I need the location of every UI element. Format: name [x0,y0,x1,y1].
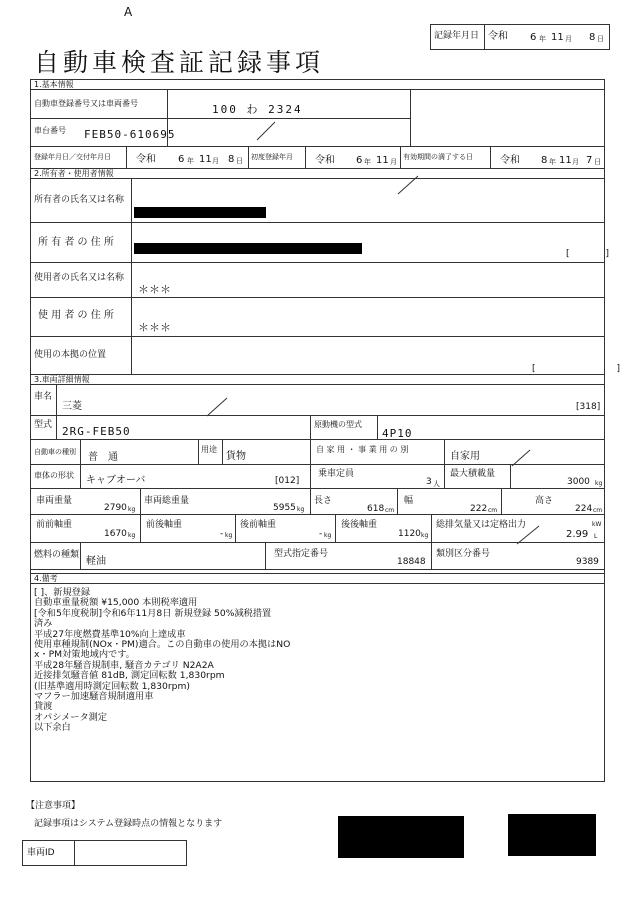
expiry-label: 有効期間の満了する日 [403,153,473,161]
section-basic-label: 1.基本情報 [34,80,74,89]
displacement-value: 2.99 [566,529,589,540]
max-load-value: 3000 [567,477,590,487]
owner-address-redacted [134,243,362,254]
gross-weight-value: 5955 [273,503,296,513]
first-reg-month: 11 [376,155,389,166]
form-mark: A [124,5,133,19]
body-label: 車体の形状 [34,471,74,480]
expiry-year: 8 [541,155,548,166]
kind-label: 自動車の種別 [34,448,76,456]
model-value: 2RG-FEB50 [62,425,131,438]
base-location-label: 使用の本拠の位置 [34,350,107,360]
rear-rear-axle-label: 後後軸重 [341,520,378,530]
rear-front-axle-value: - [319,529,323,539]
owner-address-bracket: [ ] [566,249,610,259]
owner-name-label: 所有者の氏名又は名称 [34,195,125,205]
reg-date-month: 11 [199,154,212,165]
page-title: 自動車検査証記録事項 [34,48,325,77]
expiry-day: 7 [586,155,593,166]
engine-value: 4P10 [382,427,413,440]
remarks-line: x・PM対策地域内です。 [34,649,135,661]
remarks-line: 使用車種規制(NOx・PM)適合。この自動車の使用の本拠はNO [34,639,291,651]
capacity-value: 3 [426,477,432,487]
first-reg-year: 6 [356,155,363,166]
remarks-line: オパシメータ測定 [34,711,108,723]
type-cert-label: 型式指定番号 [274,549,329,559]
front-front-axle-value: 1670 [104,529,127,539]
record-date-year: 6 [530,32,537,43]
remarks-line: 以下余白 [34,722,71,734]
record-date-label: 記録年月日 [434,31,480,41]
redacted-block-barcode [338,816,464,858]
redacted-block-code [508,814,596,856]
notice-text: 記録事項はシステム登録時点の情報となります [34,819,223,829]
length-label: 長さ [314,496,333,506]
remarks-line: 済み [34,618,53,630]
base-location-bracket: [ ] [532,364,621,374]
check-mark [510,448,532,468]
weight-value: 2790 [104,503,127,513]
rear-rear-axle-value: 1120 [398,529,421,539]
length-value: 618 [367,504,385,514]
remarks-line: (旧基準適用時測定回転数 1,830rpm) [34,680,191,692]
remarks-line: マフラー加速騒音規制適用車 [34,691,154,703]
engine-label: 原動機の型式 [314,420,362,429]
use-value: 貨物 [226,451,246,462]
section-remarks-label: 4.備考 [34,574,58,583]
class-value: 9389 [576,557,599,567]
check-mark [396,174,420,196]
remarks-line: 平成27年度燃費基準10%向上達成車 [34,628,186,640]
owner-name-redacted [134,207,266,218]
front-rear-axle-label: 前後軸重 [146,520,183,530]
reg-date-day: 8 [228,154,235,165]
user-name-value: ＊＊＊ [138,283,171,296]
type-cert-value: 18848 [397,557,426,567]
private-value: 自家用 [450,451,480,462]
reg-date-label: 登録年月日／交付年月日 [34,153,111,161]
width-value: 222 [470,504,488,514]
gross-weight-label: 車両総重量 [144,496,190,506]
rear-front-axle-label: 後前軸重 [240,520,277,530]
remarks-list [34,588,290,734]
fuel-label: 燃料の種類 [34,550,80,560]
section-vehicle-label: 3.車両詳細情報 [34,375,90,384]
remarks-line: [令和5年度税制]令和6年11月8日 新規登録 50%減税措置 [34,607,272,619]
model-label: 型式 [34,420,53,430]
remarks-line: 近接排気騒音値 81dB, 測定回転数 1,830rpm [34,670,225,682]
chassis-value: FEB50-610695 [84,128,176,141]
body-code: [012] [275,476,300,486]
class-label: 類別区分番号 [436,549,491,559]
expiry-month: 11 [559,155,572,166]
record-date-month: 11 [551,32,564,43]
notice-label: 【注意事項】 [26,801,81,811]
remarks-line: 自動車重量税額 ¥15,000 本則税率適用 [34,597,198,609]
capacity-label: 乗車定員 [318,469,355,479]
use-label: 用途 [201,445,217,454]
user-address-value: ＊＊＊ [138,321,171,334]
remarks-line: 平成28年騒音規制車, 騒音カテゴリ N2A2A [34,659,214,671]
record-date-era: 令和 [488,31,508,42]
max-load-label: 最大積載量 [450,469,496,479]
kind-value: 普 通 [88,452,118,463]
section-owner-label: 2.所有者・使用者情報 [34,169,114,178]
height-value: 224 [575,504,593,514]
owner-address-label: 所 有 者 の 住 所 [38,237,114,248]
check-mark [255,120,277,142]
user-address-label: 使 用 者 の 住 所 [38,310,114,321]
reg-date-year: 6 [178,154,185,165]
reg-number-label: 自動車登録番号又は車両番号 [34,99,138,108]
front-rear-axle-value: - [220,529,224,539]
check-mark [515,524,541,546]
chassis-label: 車台番号 [34,126,66,135]
record-date-day: 8 [589,32,596,43]
weight-label: 車両重量 [36,496,73,506]
first-reg-label: 初度登録年月 [251,153,293,161]
fuel-value: 軽油 [86,556,106,567]
car-name-code: [318] [576,402,601,412]
car-name-value: 三菱 [62,401,82,412]
vehicle-id-label: 車両ID [27,848,55,858]
height-label: 高さ [535,496,554,506]
width-label: 幅 [404,496,414,506]
remarks-line: 貸渡 [34,701,53,713]
reg-number-value: 100 わ 2324 [212,103,303,116]
private-label: 自 家 用 ・ 事 業 用 の 別 [316,445,409,454]
remarks-line: [ ]、新規登録 [34,587,91,598]
displacement-label: 総排気量又は定格出力 [436,520,527,530]
user-name-label: 使用者の氏名又は名称 [34,273,125,283]
check-mark [205,396,229,418]
body-value: キャブオーバ [86,475,146,486]
car-name-label: 車名 [34,392,53,402]
front-front-axle-label: 前前軸重 [36,520,73,530]
